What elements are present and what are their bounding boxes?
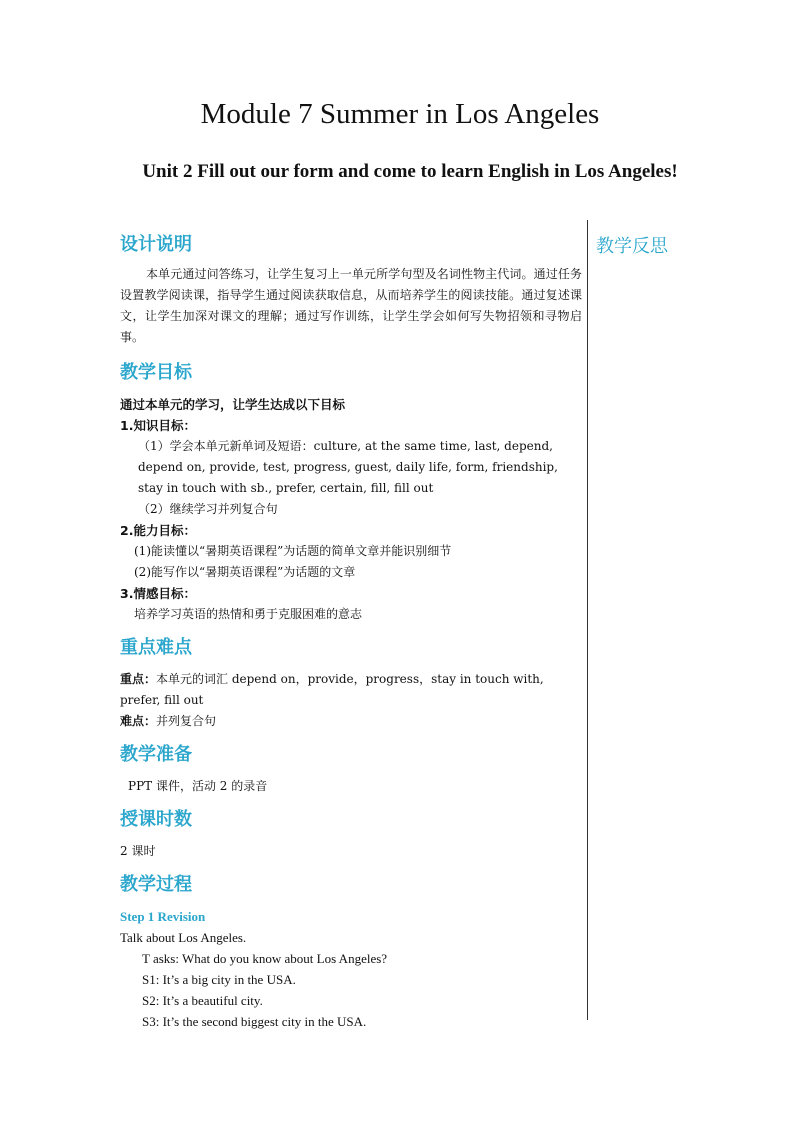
ability-item-2: (2)能写作以“暑期英语课程”为话题的文章 <box>134 565 356 579</box>
document-subtitle: Unit 2 Fill out our form and come to learn English in Los Angeles! <box>142 161 678 182</box>
knowledge-item-1: （1）学会本单元新单词及短语：culture, at the same time, last, depend, depend on, provide, test, progress, guest, daily life, form, friendship, stay in touch with sb., prefer, certain, fill, fill out <box>138 439 558 495</box>
dialogue-line: S1: It’s a big city in the USA. <box>142 972 296 987</box>
key-text: 本单元的词汇 depend on，provide，progress，stay in touch with, prefer, fill out <box>120 672 544 707</box>
key-label: 重点： <box>120 672 157 686</box>
dialogue-line: S2: It’s a beautiful city. <box>142 993 263 1008</box>
knowledge-label: 1.知识目标： <box>120 418 196 433</box>
goals-intro: 通过本单元的学习，让学生达成以下目标 <box>120 397 346 412</box>
dialogue-line: S3: It’s the second biggest city in the USA. <box>142 1014 367 1029</box>
process-heading: 教学过程 <box>120 874 192 895</box>
step1-title: Step 1 Revision <box>120 909 206 924</box>
emotion-label: 3.情感目标： <box>120 586 196 601</box>
dialogue-line: T asks: What do you know about Los Angeles? <box>142 951 388 966</box>
key-point-line <box>120 669 582 711</box>
step1-intro: Talk about Los Angeles. <box>120 930 247 945</box>
ability-item-1: (1)能读懂以“暑期英语课程”为话题的简单文章并能识别细节 <box>134 544 452 558</box>
hours-text: 2 课时 <box>120 844 156 858</box>
design-heading: 设计说明 <box>120 234 192 255</box>
preparation-text: PPT 课件，活动 2 的录音 <box>128 779 268 793</box>
difficult-label: 难点： <box>120 714 157 728</box>
knowledge-item-2: （2）继续学习并列复合句 <box>138 502 278 516</box>
ability-label: 2.能力目标： <box>120 523 196 538</box>
main-column <box>120 232 582 1032</box>
goals-heading: 教学目标 <box>120 362 192 383</box>
preparation-heading: 教学准备 <box>120 744 192 765</box>
document-title: Module 7 Summer in Los Angeles <box>200 98 600 130</box>
difficult-text: 并列复合句 <box>156 714 217 728</box>
difficult-point-line <box>120 711 582 732</box>
design-text: 本单元通过问答练习，让学生复习上一单元所学句型及名词性物主代词。通过任务设置教学阅读课，指导学生通过阅读获取信息，从而培养学生的阅读技能。通过复述课文，让学生加深对课文的理解；通过写作训练，让学生学会如何写失物招领和寻物启事。 <box>120 267 582 344</box>
reflection-heading: 教学反思 <box>596 236 668 257</box>
emotion-item-1: 培养学习英语的热情和勇于克服困难的意志 <box>134 607 363 621</box>
hours-heading: 授课时数 <box>120 809 192 830</box>
key-points-heading: 重点难点 <box>120 637 192 658</box>
column-divider <box>587 220 588 1020</box>
